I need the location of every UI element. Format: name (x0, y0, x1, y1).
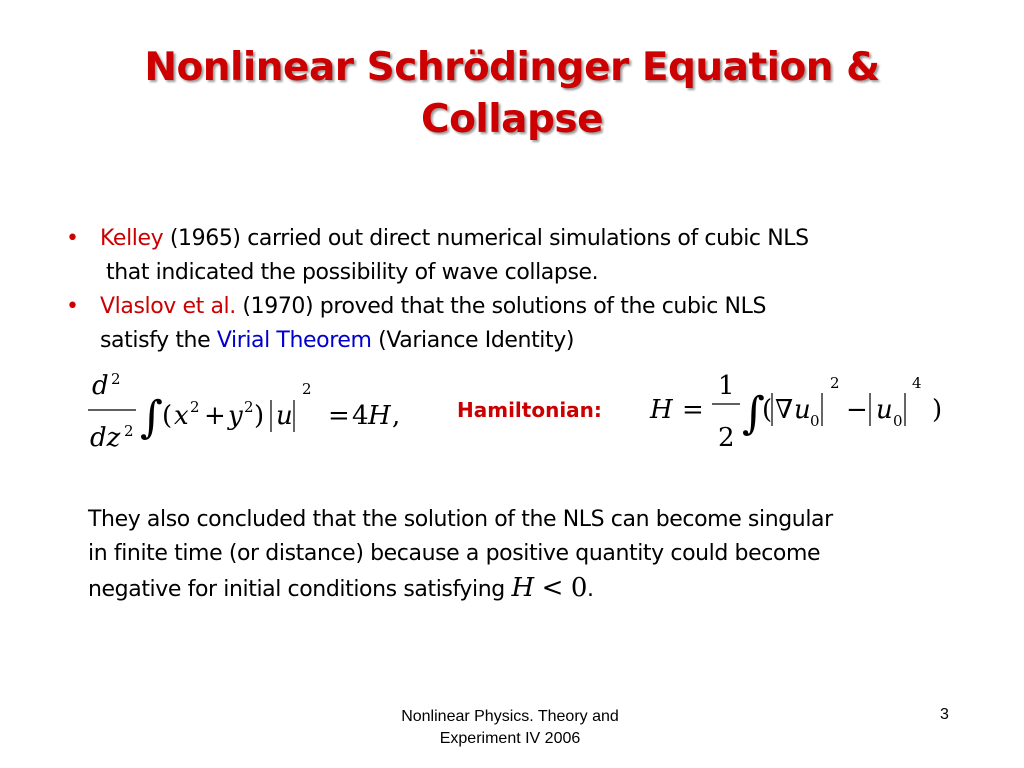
bullet-marker: • (66, 226, 79, 251)
svg-text:4: 4 (912, 374, 922, 392)
svg-text:x: x (174, 401, 189, 431)
svg-text:u: u (876, 395, 893, 425)
svg-text:d: d (92, 372, 109, 401)
slide-footer (340, 706, 680, 750)
page-number: 3 (940, 706, 949, 723)
virial-theorem-link-text: Virial Theorem (216, 328, 372, 353)
svg-text:dz: dz (90, 423, 121, 453)
svg-text:,: , (392, 401, 401, 431)
svg-text:+: + (204, 401, 226, 431)
svg-text:=: = (328, 401, 350, 431)
bullet-kelley (66, 222, 966, 290)
hamiltonian-label: Hamiltonian: (457, 398, 602, 422)
svg-text:2: 2 (111, 372, 121, 388)
conclusion-paragraph (88, 503, 988, 607)
bullet-text: (1965) carried out direct numerical simulations of cubic NLS (163, 226, 809, 251)
bullet-text: (1970) proved that the solutions of the cubic NLS (235, 294, 767, 319)
slide-title (0, 42, 1024, 146)
hamiltonian-equation (648, 368, 968, 458)
svg-text:4: 4 (352, 401, 369, 431)
title-line-1: Nonlinear Schrödinger Equation & (144, 45, 880, 90)
svg-text:(: ( (162, 401, 173, 431)
footer-line-1: Nonlinear Physics. Theory and (401, 708, 619, 725)
svg-text:∫: ∫ (742, 388, 765, 439)
svg-text:y: y (228, 401, 243, 431)
svg-text:): ) (932, 395, 943, 425)
footer-line-2: Experiment IV 2006 (439, 730, 581, 747)
bullet-vlaslov (66, 290, 966, 358)
svg-text:2: 2 (124, 422, 134, 440)
paragraph-end: . (587, 577, 594, 602)
title-line-2: Collapse (420, 97, 604, 142)
svg-text:2: 2 (718, 423, 735, 453)
svg-text:0: 0 (893, 412, 903, 430)
bullet-text-continued: that indicated the possibility of wave collapse. (106, 260, 599, 285)
svg-text:2: 2 (302, 380, 312, 398)
paragraph-line-2: in finite time (or distance) because a positive quantity could become (88, 541, 821, 566)
svg-text:(: ( (762, 395, 773, 425)
svg-text:=: = (682, 395, 704, 425)
author-vlaslov: Vlaslov et al. (100, 294, 236, 319)
bullet-list (66, 222, 966, 358)
svg-text:2: 2 (830, 374, 840, 392)
svg-text:): ) (254, 401, 265, 431)
inline-condition: H < 0 (511, 573, 588, 603)
paragraph-line-3: negative for initial conditions satisfying (88, 577, 512, 602)
svg-text:H: H (368, 401, 391, 431)
svg-text:∫: ∫ (140, 392, 163, 443)
svg-text:0: 0 (810, 412, 820, 430)
author-kelley: Kelley (100, 226, 164, 251)
paragraph-line-1: They also concluded that the solution of the NLS can become singular (88, 507, 833, 532)
svg-text:u: u (794, 395, 811, 425)
svg-text:2: 2 (190, 398, 200, 416)
bullet-text-continued: satisfy the (100, 328, 217, 353)
svg-text:2: 2 (244, 398, 254, 416)
bullet-marker: • (66, 294, 79, 319)
svg-text:∇: ∇ (775, 395, 794, 425)
svg-text:1: 1 (718, 371, 735, 401)
svg-text:H: H (650, 395, 673, 425)
virial-equation (88, 372, 448, 462)
svg-text:−: − (846, 395, 868, 425)
svg-text:u: u (276, 401, 293, 431)
bullet-text-end: (Variance Identity) (371, 328, 575, 353)
